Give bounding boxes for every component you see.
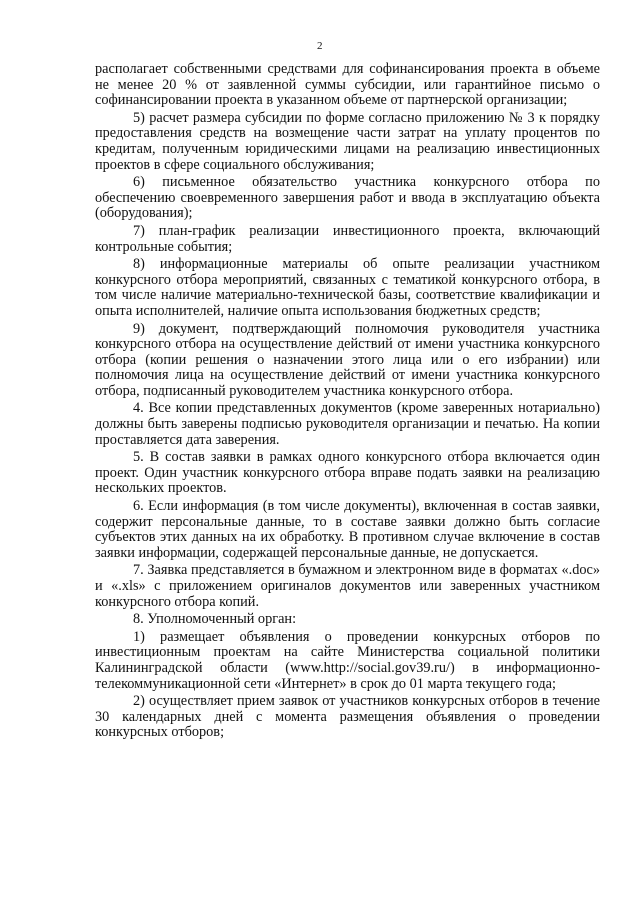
paragraph-item-5: 5) расчет размера субсидии по форме согласно приложению № 3 к порядку предоставления средств на возмещение части затрат на уплату процентов по кредитам, полученным юридическими лицами на реализацию инвестиционных проектов в сфере социального обслуживания; [95,109,600,173]
paragraph-clause-8-item-1: 1) размещает объявления о проведении конкурсных отборов по инвестиционным проектам на сайте Министерства социальной политики Калининградской области (www.http://social.gov39.ru/) в информационно-телекоммуникационной сети «Интернет» в срок до 01 марта текущего года; [95,628,600,692]
paragraph-clause-4: 4. Все копии представленных документов (кроме заверенных нотариально) должны быть заверены подписью руководителя организации и печатью. На копии проставляется дата заверения. [95,400,600,448]
paragraph-item-6: 6) письменное обязательство участника конкурсного отбора по обеспечению своевременного завершения работ и ввода в эксплуатацию объекта (оборудования); [95,174,600,222]
paragraph-clause-7: 7. Заявка представляется в бумажном и электронном виде в форматах «.doc» и «.xls» с приложением оригиналов документов или заверенных участником конкурсного отбора копий. [95,562,600,610]
paragraph-clause-5: 5. В состав заявки в рамках одного конкурсного отбора включается один проект. Один участник конкурсного отбора вправе подать заявки на реализацию нескольких проектов. [95,449,600,497]
document-body [95,62,600,743]
paragraph-item-9: 9) документ, подтверждающий полномочия руководителя участника конкурсного отбора на осуществление действий от имени участника конкурсного отбора (копии решения о назначении этого лица или о его избрании) или полномочия лица на осуществление действий от имени участника конкурсного отбора, подписанный руководителем участника конкурсного отбора. [95,320,600,399]
paragraph-clause-8-item-2: 2) осуществляет прием заявок от участников конкурсных отборов в течение 30 календарных дней с момента размещения объявления о проведении конкурсных отборов; [95,693,600,741]
paragraph-clause-8: 8. Уполномоченный орган: [133,611,297,628]
paragraph-item-8: 8) информационные материалы об опыте реализации участником конкурсного отбора мероприятий, связанных с тематикой конкурсного отбора, в том числе наличие материально-технической базы, соответствие квалификации и опыта исполнителей, наличие опыта использования бюджетных средств; [95,256,600,319]
paragraph-clause-6: 6. Если информация (в том числе документы), включенная в состав заявки, содержит персональные данные, то в составе заявки должно быть согласие субъектов этих данных на их обработку. В противном случае включение в состав заявки информации, содержащей персональные данные, не допускается. [95,498,600,561]
paragraph-continuation: располагает собственными средствами для софинансирования проекта в объеме не менее 20 % от заявленной суммы субсидии, или гарантийное письмо о софинансировании проекта в указанном объеме от партнерской организации; [95,61,600,109]
paragraph-item-7: 7) план-график реализации инвестиционного проекта, включающий контрольные события; [95,222,600,255]
page-number: 2 [317,40,323,52]
